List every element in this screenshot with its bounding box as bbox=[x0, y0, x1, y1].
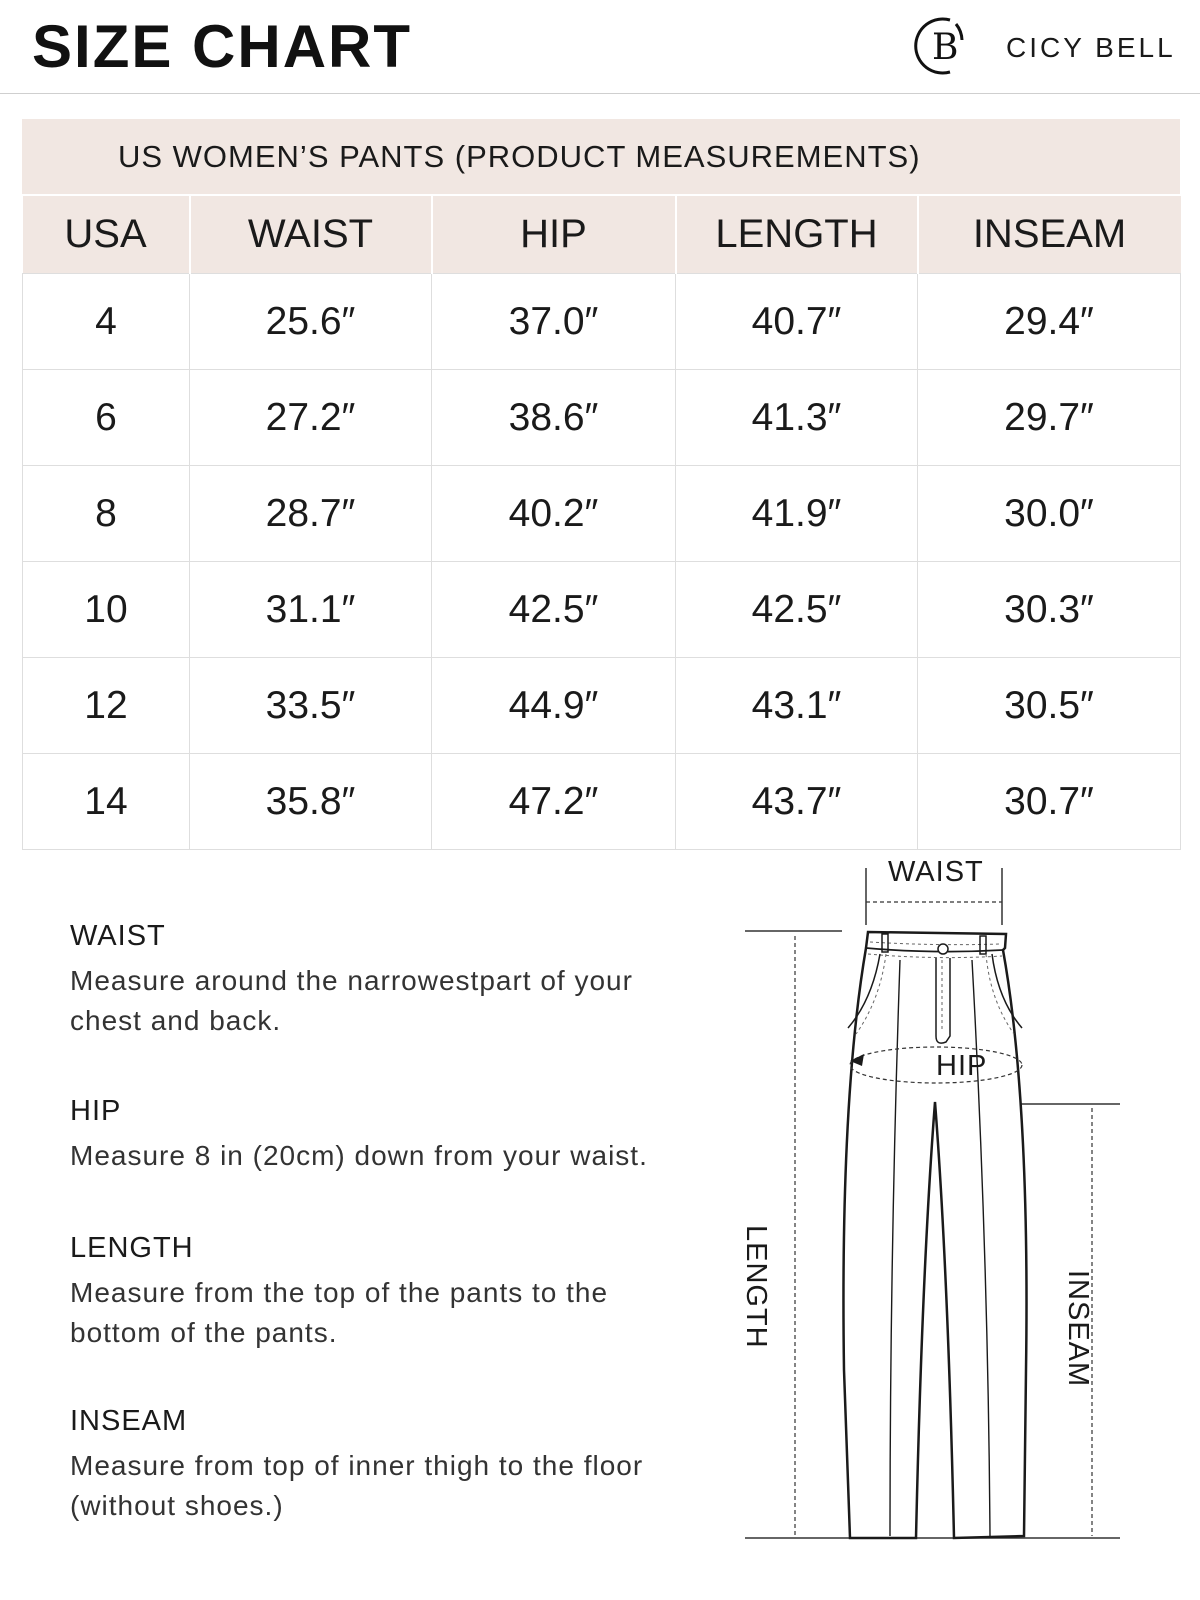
cell-usa: 10 bbox=[23, 562, 190, 658]
cell-waist: 28.7″ bbox=[190, 466, 432, 562]
button-icon bbox=[938, 944, 948, 954]
cell-length: 41.9″ bbox=[676, 466, 918, 562]
page-title: SIZE CHART bbox=[32, 13, 412, 80]
cell-waist: 35.8″ bbox=[190, 754, 432, 850]
table-row bbox=[23, 370, 1181, 466]
guide-term: INSEAM bbox=[70, 1405, 188, 1437]
brand-monogram-letter: B bbox=[932, 27, 959, 68]
guide-description: Measure from top of inner thigh to the floor (without shoes.) bbox=[70, 1450, 644, 1521]
guide-description: Measure from the top of the pants to the bottom of the pants. bbox=[70, 1277, 609, 1348]
guide-term: LENGTH bbox=[70, 1232, 194, 1264]
guide-inseam bbox=[70, 1405, 670, 1526]
table-row bbox=[23, 754, 1181, 850]
table-row bbox=[23, 562, 1181, 658]
cell-usa: 12 bbox=[23, 658, 190, 754]
cell-inseam: 30.3″ bbox=[918, 562, 1181, 658]
diagram-label-inseam: INSEAM bbox=[1062, 1270, 1094, 1388]
brand-name: CICY BELL bbox=[1006, 32, 1176, 63]
column-header-usa: USA bbox=[23, 195, 190, 274]
table-row bbox=[23, 658, 1181, 754]
cell-inseam: 29.7″ bbox=[918, 370, 1181, 466]
cell-waist: 33.5″ bbox=[190, 658, 432, 754]
cell-waist: 25.6″ bbox=[190, 274, 432, 370]
column-header-hip: HIP bbox=[432, 195, 676, 274]
table-caption: US WOMEN’S PANTS (PRODUCT MEASUREMENTS) bbox=[22, 119, 1180, 194]
pants-outline bbox=[843, 932, 1026, 1538]
table-header-row bbox=[23, 195, 1181, 274]
size-table-block bbox=[22, 119, 1180, 850]
column-header-length: LENGTH bbox=[676, 195, 918, 274]
column-header-waist: WAIST bbox=[190, 195, 432, 274]
cell-waist: 31.1″ bbox=[190, 562, 432, 658]
brand-logo bbox=[910, 14, 1190, 78]
cell-inseam: 30.0″ bbox=[918, 466, 1181, 562]
cell-length: 42.5″ bbox=[676, 562, 918, 658]
cell-length: 41.3″ bbox=[676, 370, 918, 466]
cell-usa: 8 bbox=[23, 466, 190, 562]
cell-hip: 47.2″ bbox=[432, 754, 676, 850]
brand-monogram-icon bbox=[910, 14, 978, 78]
table-row bbox=[23, 274, 1181, 370]
diagram-label-waist: WAIST bbox=[888, 856, 984, 888]
guide-term: WAIST bbox=[70, 920, 166, 952]
cell-waist: 27.2″ bbox=[190, 370, 432, 466]
cell-length: 43.1″ bbox=[676, 658, 918, 754]
guide-waist bbox=[70, 920, 710, 1041]
cell-length: 40.7″ bbox=[676, 274, 918, 370]
cell-length: 43.7″ bbox=[676, 754, 918, 850]
cell-usa: 14 bbox=[23, 754, 190, 850]
cell-inseam: 29.4″ bbox=[918, 274, 1181, 370]
pants-diagram bbox=[740, 850, 1180, 1590]
cell-hip: 44.9″ bbox=[432, 658, 676, 754]
cell-usa: 4 bbox=[23, 274, 190, 370]
page-header bbox=[0, 0, 1200, 94]
guide-term: HIP bbox=[70, 1095, 122, 1127]
size-table bbox=[22, 194, 1181, 850]
pants-illustration bbox=[740, 850, 1180, 1590]
cell-hip: 37.0″ bbox=[432, 274, 676, 370]
cell-hip: 40.2″ bbox=[432, 466, 676, 562]
guide-description: Measure around the narrowestpart of your chest and back. bbox=[70, 965, 633, 1036]
diagram-label-hip: HIP bbox=[936, 1050, 988, 1082]
cell-inseam: 30.5″ bbox=[918, 658, 1181, 754]
guide-hip bbox=[70, 1095, 770, 1176]
column-header-inseam: INSEAM bbox=[918, 195, 1181, 274]
cell-usa: 6 bbox=[23, 370, 190, 466]
guide-description: Measure 8 in (20cm) down from your waist. bbox=[70, 1140, 648, 1171]
cell-hip: 38.6″ bbox=[432, 370, 676, 466]
guide-length bbox=[70, 1232, 670, 1353]
cell-inseam: 30.7″ bbox=[918, 754, 1181, 850]
cell-hip: 42.5″ bbox=[432, 562, 676, 658]
table-row bbox=[23, 466, 1181, 562]
diagram-label-length: LENGTH bbox=[740, 1225, 772, 1349]
